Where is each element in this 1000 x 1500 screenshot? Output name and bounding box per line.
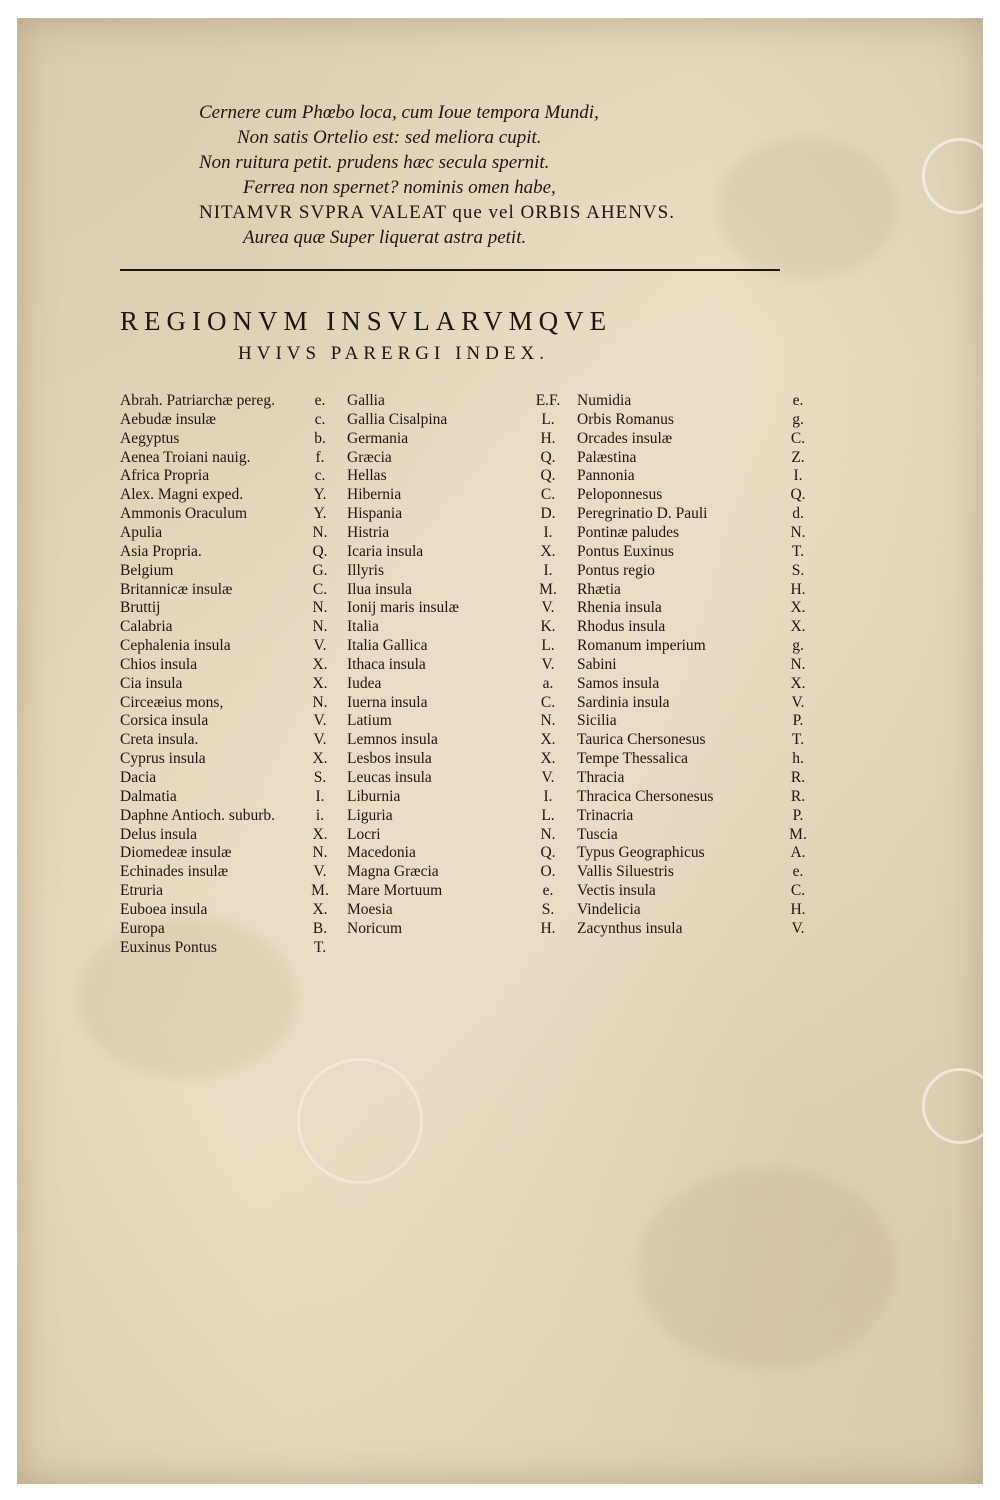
- index-entry: [120, 429, 330, 448]
- index-entry-ref: Q.: [540, 448, 556, 466]
- index-entry: [565, 410, 805, 429]
- verse-line: Ferrea non spernet? nominis omen habe,: [243, 177, 556, 198]
- index-entry-name: Pontus Euxinus: [577, 542, 674, 560]
- index-entry: [120, 900, 330, 919]
- index-entry-ref: N.: [790, 655, 806, 673]
- index-entry-name: Etruria: [120, 882, 164, 900]
- index-entry-name: Pontinæ paludes: [577, 523, 680, 541]
- index-entry-name: Ilua insula: [347, 580, 412, 598]
- index-entry-ref: C.: [790, 429, 806, 447]
- index-entry: [335, 730, 565, 749]
- index-entry: [335, 919, 565, 938]
- index-entry-name: Creta insula.: [120, 731, 199, 749]
- index-entry-ref: K.: [540, 618, 556, 636]
- index-entry-ref: H.: [540, 919, 556, 937]
- index-entry: [120, 655, 330, 674]
- index-entry: [120, 542, 330, 561]
- index-entry-ref: I.: [543, 523, 553, 541]
- index-entry-name: Liguria: [347, 806, 393, 824]
- index-entry-ref: I.: [793, 467, 803, 485]
- index-entry-name: Circeæius mons,: [120, 693, 224, 711]
- index-entry-ref: f.: [315, 448, 325, 466]
- index-entry-ref: C.: [312, 580, 328, 598]
- index-entry-ref: O.: [540, 863, 556, 881]
- index-entry-name: Euxinus Pontus: [120, 938, 217, 956]
- index-entry: [335, 598, 565, 617]
- index-entry-ref: T.: [791, 542, 805, 560]
- index-entry: [120, 711, 330, 730]
- index-entry: [335, 523, 565, 542]
- index-title: REGIONVM INSVLARVMQVE: [120, 306, 613, 336]
- index-entry-name: Orbis Romanus: [577, 410, 674, 428]
- index-entry: [335, 806, 565, 825]
- index-entry: [120, 881, 330, 900]
- index-entry-name: Asia Propria.: [120, 542, 202, 560]
- index-entry-name: Rhenia insula: [577, 599, 662, 617]
- index-entry-ref: D.: [540, 505, 556, 523]
- index-entry: [335, 674, 565, 693]
- index-entry-ref: X.: [312, 900, 328, 918]
- index-entry: [335, 881, 565, 900]
- index-entry-ref: M.: [311, 882, 329, 900]
- index-entry: [565, 429, 805, 448]
- index-entry-name: Taurica Chersonesus: [577, 731, 706, 749]
- index-entry: [565, 919, 805, 938]
- index-entry-ref: V.: [313, 637, 327, 655]
- index-entry-ref: L.: [541, 806, 555, 824]
- index-entry-name: Sardinia insula: [577, 693, 670, 711]
- index-entry-name: Liburnia: [347, 787, 401, 805]
- index-entry-name: Histria: [347, 523, 390, 541]
- index-entry: [565, 862, 805, 881]
- index-entry-ref: X.: [312, 825, 328, 843]
- index-entry: [335, 787, 565, 806]
- index-entry-name: Magna Græcia: [347, 863, 439, 881]
- index-entry-name: Romanum imperium: [577, 637, 706, 655]
- index-entry-name: Euboea insula: [120, 900, 208, 918]
- index-entry: [120, 693, 330, 712]
- index-entry: [335, 504, 565, 523]
- index-entry: [120, 806, 330, 825]
- index-entry: [120, 749, 330, 768]
- index-entry-name: Dacia: [120, 769, 157, 786]
- index-entry: [565, 787, 805, 806]
- index-entry: [120, 598, 330, 617]
- index-entry-name: Chios insula: [120, 655, 198, 673]
- index-entry-name: Daphne Antioch. suburb.: [120, 806, 275, 824]
- index-entry: [565, 711, 805, 730]
- index-entry-ref: N.: [540, 712, 556, 730]
- index-entry: [565, 598, 805, 617]
- index-entry-ref: I.: [543, 787, 553, 805]
- index-entry-ref: I.: [543, 561, 553, 579]
- index-entry-name: Germania: [347, 429, 409, 447]
- index-entry-ref: g.: [792, 410, 804, 428]
- index-entry-ref: C.: [790, 882, 806, 900]
- index-entry: [335, 636, 565, 655]
- index-entry-ref: b.: [314, 429, 326, 447]
- index-entry-ref: V.: [541, 655, 555, 673]
- index-entry-ref: Y.: [313, 486, 327, 504]
- index-entry-name: Peloponnesus: [577, 486, 663, 504]
- index-entry-name: Aegyptus: [120, 429, 180, 447]
- index-entry-ref: g.: [792, 637, 804, 655]
- index-entry-name: Hibernia: [347, 486, 402, 504]
- index-entry-ref: X.: [790, 674, 806, 692]
- index-entry-ref: X.: [540, 731, 556, 749]
- index-entry: [565, 825, 805, 844]
- index-entry-ref: M.: [539, 580, 557, 598]
- index-entry-ref: e.: [314, 392, 326, 409]
- index-entry-name: Apulia: [120, 523, 163, 541]
- index-entry-ref: c.: [314, 467, 326, 485]
- index-entry-ref: Q.: [540, 844, 556, 862]
- index-entry: [120, 561, 330, 580]
- index-entry: [565, 542, 805, 561]
- index-entry: [120, 448, 330, 467]
- index-entry: [565, 504, 805, 523]
- index-entry-ref: N.: [312, 618, 328, 636]
- index-entry: [120, 919, 330, 938]
- index-entry-name: Zacynthus insula: [577, 919, 683, 937]
- index-subtitle: HVIVS PARERGI INDEX.: [238, 343, 549, 364]
- index-entry-ref: T.: [313, 938, 327, 956]
- index-entry: [565, 900, 805, 919]
- globe-watermark-icon: [297, 1058, 423, 1184]
- index-entry-ref: P.: [792, 712, 804, 730]
- index-entry: [565, 674, 805, 693]
- index-entry: [335, 768, 565, 787]
- index-entry-name: Numidia: [577, 392, 632, 409]
- index-entry-name: Icaria insula: [347, 542, 424, 560]
- index-entry-name: Locri: [347, 825, 381, 843]
- index-entry: [120, 938, 330, 957]
- index-entry-name: Græcia: [347, 448, 392, 466]
- index-entry-ref: X.: [312, 655, 328, 673]
- index-entry-name: Samos insula: [577, 674, 660, 692]
- index-entry-name: Delus insula: [120, 825, 198, 843]
- index-entry: [120, 636, 330, 655]
- index-entry-name: Cyprus insula: [120, 750, 206, 768]
- index-entry-name: Belgium: [120, 561, 174, 579]
- index-entry: [565, 693, 805, 712]
- index-entry-ref: N.: [312, 523, 328, 541]
- index-entry-name: Ionij maris insulæ: [347, 599, 459, 617]
- index-entry: [120, 674, 330, 693]
- index-entry-name: Thracica Chersonesus: [577, 787, 714, 805]
- index-entry-ref: C.: [540, 693, 556, 711]
- index-entry-name: Italia: [347, 618, 379, 636]
- index-entry: [335, 561, 565, 580]
- index-entry: [120, 862, 330, 881]
- index-entry-name: Iudea: [347, 674, 382, 692]
- index-entry: [335, 900, 565, 919]
- index-entry-name: Thracia: [577, 769, 625, 786]
- index-entry-ref: A.: [790, 844, 806, 862]
- index-entry-ref: Z.: [791, 448, 805, 466]
- verse-line: NITAMVR SVPRA VALEAT que vel ORBIS AHENVS.: [199, 202, 675, 223]
- index-entry: [335, 825, 565, 844]
- index-entry: [335, 580, 565, 599]
- index-entry-name: Alex. Magni exped.: [120, 486, 244, 504]
- verse-line: Aurea quæ Super liquerat astra petit.: [243, 227, 527, 248]
- index-entry-name: Vallis Siluestris: [577, 863, 674, 881]
- index-entry-ref: H.: [540, 429, 556, 447]
- index-entry-name: Britannicæ insulæ: [120, 580, 233, 598]
- index-entry-ref: N.: [312, 599, 328, 617]
- index-entry: [565, 580, 805, 599]
- index-entry-ref: I.: [315, 787, 325, 805]
- index-entry-ref: Q.: [312, 542, 328, 560]
- index-entry: [335, 410, 565, 429]
- index-entry-name: Tempe Thessalica: [577, 750, 688, 768]
- index-entry-ref: X.: [790, 599, 806, 617]
- index-entry-ref: V.: [313, 863, 327, 881]
- index-entry-name: Cia insula: [120, 674, 183, 692]
- index-entry-name: Lemnos insula: [347, 731, 438, 749]
- index-entry: [120, 580, 330, 599]
- index-entry-name: Lesbos insula: [347, 750, 432, 768]
- index-entry: [565, 617, 805, 636]
- index-entry-name: Hispania: [347, 505, 403, 523]
- index-entry: [565, 655, 805, 674]
- index-entry: [335, 862, 565, 881]
- index-entry-name: Corsica insula: [120, 712, 209, 730]
- index-entry-ref: i.: [315, 806, 325, 824]
- paper-stain: [637, 1168, 897, 1368]
- index-entry-ref: Q.: [540, 467, 556, 485]
- index-entry-name: Bruttij: [120, 599, 161, 617]
- index-entry-ref: Q.: [790, 486, 806, 504]
- index-entry: [335, 655, 565, 674]
- index-entry: [335, 693, 565, 712]
- index-entry-name: Leucas insula: [347, 769, 432, 786]
- index-entry-name: Rhodus insula: [577, 618, 666, 636]
- index-entry: [565, 881, 805, 900]
- index-entry: [565, 636, 805, 655]
- index-entry-ref: C.: [540, 486, 556, 504]
- index-entry-name: Sicilia: [577, 712, 617, 730]
- index-entry-name: Typus Geographicus: [577, 844, 705, 862]
- index-entry-name: Cephalenia insula: [120, 637, 231, 655]
- paper-stain: [717, 138, 897, 278]
- index-entry: [120, 466, 330, 485]
- index-entry-name: Vindelicia: [577, 900, 641, 918]
- index-entry: [565, 843, 805, 862]
- index-entry: [335, 542, 565, 561]
- index-entry-ref: E.F.: [535, 392, 561, 409]
- index-entry-name: Aenea Troiani nauig.: [120, 448, 251, 466]
- index-entry: [565, 730, 805, 749]
- index-entry-ref: R.: [790, 769, 806, 786]
- index-entry: [565, 485, 805, 504]
- index-entry-name: Palæstina: [577, 448, 637, 466]
- index-entry-ref: X.: [540, 542, 556, 560]
- index-entry: [565, 806, 805, 825]
- index-entry: [120, 730, 330, 749]
- index-entry-name: Macedonia: [347, 844, 416, 862]
- index-entry-ref: X.: [312, 750, 328, 768]
- index-entry-ref: X.: [312, 674, 328, 692]
- index-entry-name: Europa: [120, 919, 165, 937]
- index-entry-name: Tuscia: [577, 825, 618, 843]
- index-entry: [335, 466, 565, 485]
- index-entry-name: Diomedeæ insulæ: [120, 844, 232, 862]
- index-entry-ref: V.: [313, 731, 327, 749]
- index-entry-name: Moesia: [347, 900, 393, 918]
- paper-page: [17, 18, 983, 1484]
- index-entry-ref: h.: [792, 750, 804, 768]
- index-entry-ref: N.: [312, 693, 328, 711]
- index-entry-ref: L.: [541, 410, 555, 428]
- index-entry: [120, 523, 330, 542]
- globe-watermark-icon: [922, 1068, 998, 1144]
- index-entry-name: Latium: [347, 712, 392, 730]
- index-entry-name: Noricum: [347, 919, 403, 937]
- index-entry-name: Ammonis Oraculum: [120, 505, 247, 523]
- index-entry-name: Mare Mortuum: [347, 882, 443, 900]
- index-entry: [565, 391, 805, 410]
- index-entry-ref: R.: [790, 787, 806, 805]
- index-entry: [120, 485, 330, 504]
- index-entry-name: Iuerna insula: [347, 693, 428, 711]
- horizontal-rule: [120, 269, 780, 271]
- index-entry: [120, 617, 330, 636]
- index-entry: [120, 787, 330, 806]
- index-entry-name: Gallia Cisalpina: [347, 410, 448, 428]
- index-entry-name: Hellas: [347, 467, 387, 485]
- index-entry-name: Ithaca insula: [347, 655, 426, 673]
- index-entry-ref: V.: [791, 919, 805, 937]
- index-entry: [565, 749, 805, 768]
- index-entry-ref: S.: [541, 900, 555, 918]
- index-entry-ref: V.: [541, 769, 555, 786]
- index-entry: [120, 504, 330, 523]
- index-entry-name: Peregrinatio D. Pauli: [577, 505, 708, 523]
- index-entry-ref: P.: [792, 806, 804, 824]
- index-entry-name: Trinacria: [577, 806, 634, 824]
- index-entry: [565, 768, 805, 787]
- index-entry-name: Pannonia: [577, 467, 635, 485]
- index-entry-ref: H.: [790, 580, 806, 598]
- index-entry-name: Calabria: [120, 618, 173, 636]
- index-entry-name: Rhætia: [577, 580, 621, 598]
- index-entry-name: Echinades insulæ: [120, 863, 229, 881]
- index-entry-ref: S.: [313, 769, 327, 786]
- index-entry-name: Aebudæ insulæ: [120, 410, 217, 428]
- index-entry-name: Pontus regio: [577, 561, 655, 579]
- index-entry: [565, 448, 805, 467]
- index-entry-ref: S.: [791, 561, 805, 579]
- index-entry-ref: N.: [312, 844, 328, 862]
- index-entry-ref: V.: [313, 712, 327, 730]
- index-entry-name: Sabini: [577, 655, 617, 673]
- index-entry: [335, 429, 565, 448]
- index-entry-name: Gallia: [347, 392, 385, 409]
- index-entry-ref: N.: [790, 523, 806, 541]
- index-entry: [120, 410, 330, 429]
- index-entry-name: Italia Gallica: [347, 637, 428, 655]
- index-entry: [335, 448, 565, 467]
- index-entry-ref: M.: [789, 825, 807, 843]
- globe-watermark-icon: [922, 138, 998, 214]
- index-entry-ref: X.: [540, 750, 556, 768]
- index-entry-ref: L.: [541, 637, 555, 655]
- index-entry-ref: X.: [790, 618, 806, 636]
- index-entry-ref: Y.: [313, 505, 327, 523]
- index-entry-name: Illyris: [347, 561, 385, 579]
- verse-line: Cernere cum Phœbo loca, cum Ioue tempora Mundi,: [199, 102, 599, 123]
- index-entry: [120, 768, 330, 787]
- index-entry: [120, 825, 330, 844]
- index-entry-ref: e.: [792, 392, 804, 409]
- index-entry: [335, 711, 565, 730]
- index-entry: [120, 391, 330, 410]
- index-entry-ref: V.: [541, 599, 555, 617]
- index-entry-name: Orcades insulæ: [577, 429, 673, 447]
- index-entry-ref: d.: [792, 505, 804, 523]
- index-entry-ref: c.: [314, 410, 326, 428]
- index-entry-ref: G.: [312, 561, 328, 579]
- index-entry: [335, 485, 565, 504]
- index-entry-ref: B.: [312, 919, 328, 937]
- index-entry-ref: e.: [542, 882, 554, 900]
- index-entry-ref: H.: [790, 900, 806, 918]
- index-entry: [565, 523, 805, 542]
- index-entry: [565, 561, 805, 580]
- index-entry-name: Vectis insula: [577, 882, 656, 900]
- index-entry-ref: e.: [792, 863, 804, 881]
- index-entry-ref: V.: [791, 693, 805, 711]
- index-entry: [565, 466, 805, 485]
- index-entry: [335, 843, 565, 862]
- index-entry-ref: T.: [791, 731, 805, 749]
- index-entry-ref: N.: [540, 825, 556, 843]
- index-entry: [120, 843, 330, 862]
- index-entry: [335, 749, 565, 768]
- index-entry-name: Dalmatia: [120, 787, 177, 805]
- index-entry-ref: a.: [542, 674, 554, 692]
- verse-line: Non satis Ortelio est: sed meliora cupit.: [237, 127, 542, 148]
- index-entry-name: Abrah. Patriarchæ pereg.: [120, 392, 275, 409]
- index-entry: [335, 617, 565, 636]
- verse-line: Non ruitura petit. prudens hæc secula spernit.: [199, 152, 550, 173]
- index-entry: [335, 391, 565, 410]
- index-entry-name: Africa Propria: [120, 467, 210, 485]
